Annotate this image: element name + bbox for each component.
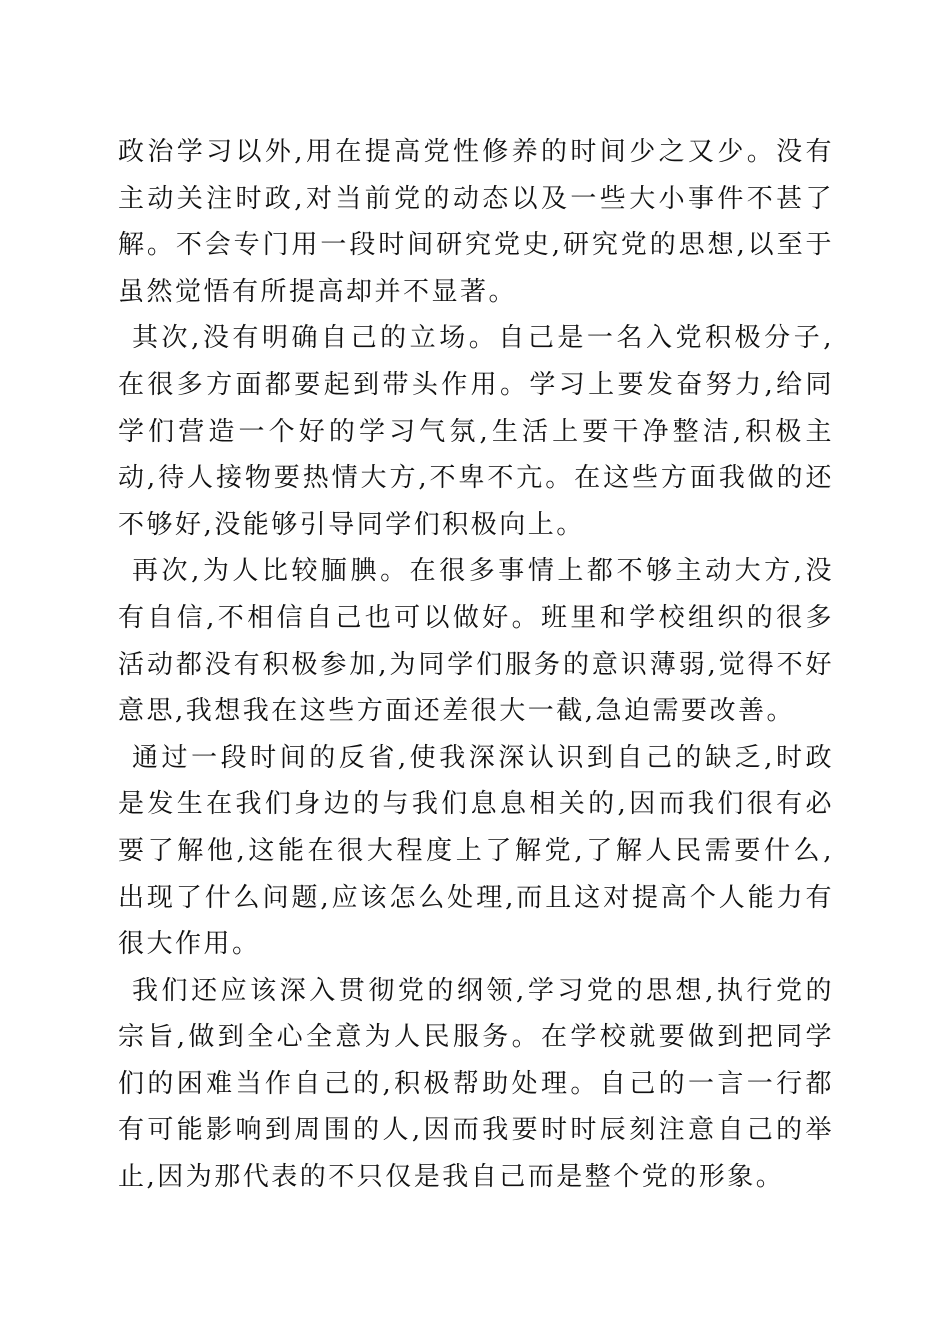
document-body — [118, 129, 834, 1201]
paragraph-thirdly: 再次,为人比较腼腆。在很多事情上都不够主动大方,没有自信,不相信自己也可以做好。班里和学校组织的很多活动都没有积极参加,为同学们服务的意识薄弱,觉得不好意思,我想我在这些方面还差很大一截,急迫需要改善。 — [118, 556, 834, 727]
paragraph-reflection: 通过一段时间的反省,使我深深认识到自己的缺乏,时政是发生在我们身边的与我们息息相关的,因而我们很有必要了解他,这能在很大程度上了解党,了解人民需要什么,出现了什么问题,应该怎么处理,而且这对提高个人能力有很大作用。 — [118, 742, 834, 960]
paragraph-secondly: 其次,没有明确自己的立场。自己是一名入党积极分子,在很多方面都要起到带头作用。学习上要发奋努力,给同学们营造一个好的学习气氛,生活上要干净整洁,积极主动,待人接物要热情大方,不卑不亢。在这些方面我做的还不够好,没能够引导同学们积极向上。 — [118, 323, 834, 540]
paragraph-continuation: 政治学习以外,用在提高党性修养的时间少之又少。没有主动关注时政,对当前党的动态以及一些大小事件不甚了解。不会专门用一段时间研究党史,研究党的思想,以至于虽然觉悟有所提高却并不显著。 — [118, 137, 834, 307]
paragraph-commitment: 我们还应该深入贯彻党的纲领,学习党的思想,执行党的宗旨,做到全心全意为人民服务。在学校就要做到把同学们的困难当作自己的,积极帮助处理。自己的一言一行都有可能影响到周围的人,因而我要时时辰刻注意自己的举止,因为那代表的不只仅是我自己而是整个党的形象。 — [118, 975, 834, 1193]
